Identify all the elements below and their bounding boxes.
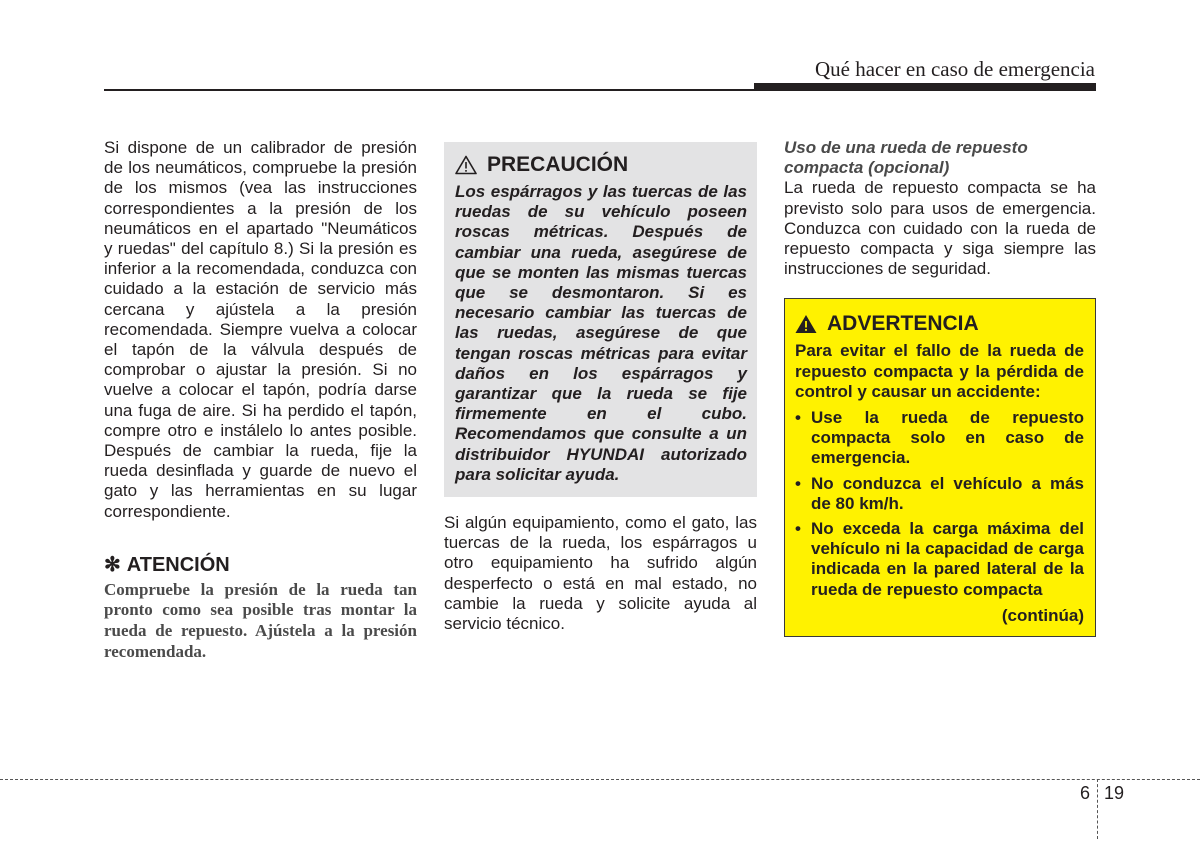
header-rule xyxy=(104,89,754,91)
warning-title-text: ADVERTENCIA xyxy=(827,312,979,336)
equipment-paragraph: Si algún equipamiento, como el gato, las tuercas de la rueda, los espárragos u otro equipamiento ha sufrido algún desperfecto o está en mal estado, no cambie la rueda y solicite ayuda al servicio técnico. xyxy=(444,513,757,634)
caution-heading xyxy=(455,152,747,178)
atencion-body: Compruebe la presión de la rueda tan pronto como sea posible tras montar la rueda de repuesto. Ajústela a la presión recomendada. xyxy=(104,579,417,661)
column-left xyxy=(104,138,417,662)
section-subheading: Uso de una rueda de repuesto compacta (opcional) xyxy=(784,138,1028,178)
column-right xyxy=(784,138,1096,637)
warning-intro: Para evitar el fallo de la rueda de repuesto compacta y la pérdida de control y causar un accidente: xyxy=(795,341,1084,401)
pressure-paragraph: Si dispone de un calibrador de presión de los neumáticos, compruebe la presión de los mismos (vea las instrucciones correspondientes a la presión de los neumáticos en el apartado "Neumáticos y ruedas" del capítulo 8.) Si la presión es inferior a la recomendada, conduzca con cuidado a la estación de servicio más cercana y ajústela a la presión recomendada. Siempre vuelva a colocar el tapón de la válvula después de comprobar o ajustar la presión. Si no vuelve a colocar el tapón, podría darse una fuga de aire. Si ha perdido el tapón, compre otro e instálelo lo antes posible. Después de cambiar la rueda, fije la rueda desinflada y guarde de nuevo el gato y las herramientas en su lugar correspondiente. xyxy=(104,138,417,521)
spare-wheel-paragraph: La rueda de repuesto compacta se ha previsto solo para usos de emergencia. Conduzca con cuidado con la rueda de repuesto compacta y siga siempre las instrucciones de seguridad. xyxy=(784,178,1096,279)
page-number: 19 xyxy=(1104,783,1125,803)
warning-item: • Use la rueda de repuesto compacta solo en caso de emergencia. xyxy=(795,408,1084,468)
filled-warning-triangle-icon xyxy=(795,314,817,334)
footer-rule xyxy=(0,779,1200,780)
atencion-title-text: ATENCIÓN xyxy=(126,553,230,576)
header-rule-accent xyxy=(754,83,1096,91)
caution-box xyxy=(444,142,757,497)
bullet-icon: • xyxy=(795,408,801,428)
asterisk-star-icon: ✻ xyxy=(104,553,121,576)
bullet-icon: • xyxy=(795,473,801,493)
warning-triangle-icon xyxy=(455,155,477,175)
column-middle xyxy=(444,142,757,634)
atencion-heading xyxy=(104,552,417,578)
bullet-icon: • xyxy=(795,519,801,539)
caution-body: Los espárragos y las tuercas de las ruedas de su vehículo poseen roscas métricas. Después de cambiar una rueda, asegúrese de que se monten las mismas tuercas que se desmontaron. Si es necesario cambiar las tuercas de las ruedas, asegúrese de que tengan roscas métricas para evitar daños en los espárragos y garantizar que la rueda se fije firmemente en el cubo. Recomendamos que consulte a un distribuidor HYUNDAI autorizado para solicitar ayuda. xyxy=(455,182,747,484)
warning-list xyxy=(795,408,1084,600)
continued-label: (continúa) xyxy=(1001,605,1084,625)
warning-item: • No conduzca el vehículo a más de 80 km/h. xyxy=(795,473,1084,513)
chapter-number: 6 xyxy=(1080,783,1091,803)
caution-title-text: PRECAUCIÓN xyxy=(487,153,629,176)
footer-divider xyxy=(1097,779,1098,839)
warning-item: • No exceda la carga máxima del vehículo ni la capacidad de carga indicada en la pared lateral de la rueda de repuesto compacta xyxy=(795,519,1084,599)
warning-heading xyxy=(795,311,1084,337)
warning-box xyxy=(784,298,1096,637)
chapter-title: Qué hacer en caso de emergencia xyxy=(814,57,1095,81)
